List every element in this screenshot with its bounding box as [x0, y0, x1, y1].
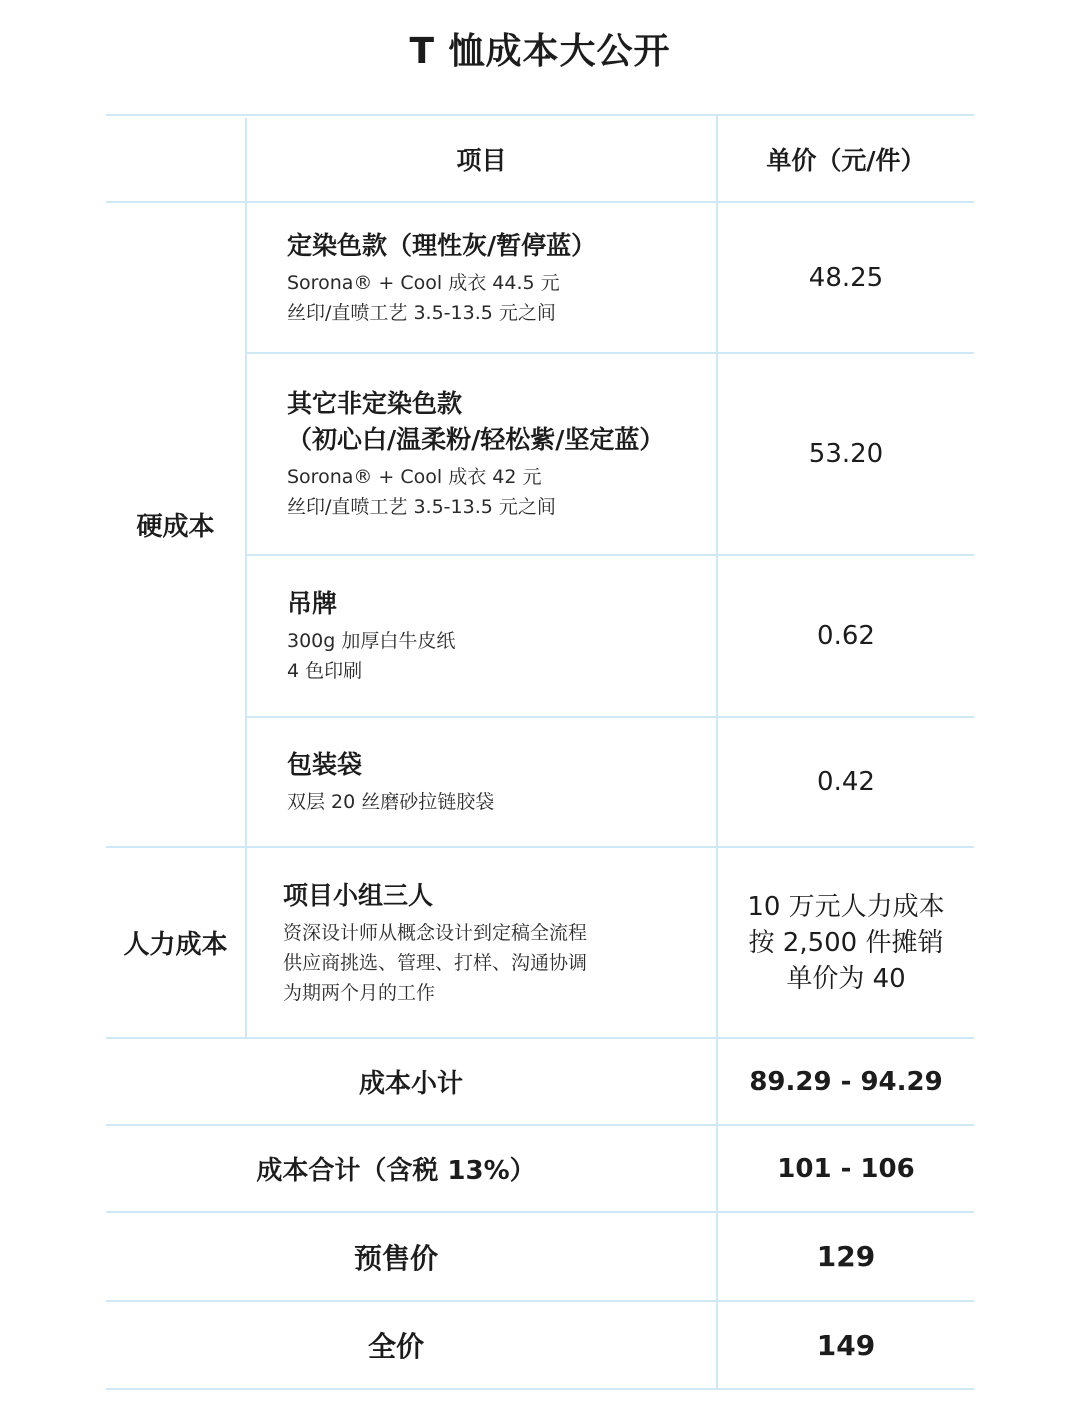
item-cell: [247, 354, 716, 554]
item-name: 项目小组三人: [283, 880, 434, 910]
price-line: 按 2,500 件摊销: [748, 927, 944, 958]
summary-value-subtotal: 89.29 - 94.29: [749, 1066, 943, 1097]
price-cell: 0.42: [817, 767, 875, 797]
header-item: 项目: [456, 145, 507, 175]
item-cell: [247, 203, 716, 352]
item-details: [287, 268, 716, 328]
summary-value-presale: 129: [816, 1240, 876, 1273]
item-name: 其它非定染色款: [287, 389, 463, 418]
price-cell: [718, 848, 974, 1037]
item-details: [287, 462, 716, 522]
price-cell: 48.25: [808, 262, 884, 293]
detail-line: Sorona® + Cool 成衣 42 元: [287, 466, 542, 488]
detail-line: 丝印/直喷工艺 3.5-13.5 元之间: [287, 496, 556, 518]
summary-value-full-price: 149: [816, 1328, 876, 1362]
header-price: 单价（元/件）: [766, 145, 926, 175]
summary-label-presale: 预售价: [353, 1241, 438, 1275]
price-cell: 53.20: [808, 439, 884, 469]
detail-line: 供应商挑选、管理、打样、沟通协调: [283, 951, 588, 974]
header-group: [106, 116, 245, 201]
detail-line: 为期两个月的工作: [283, 981, 436, 1004]
item-name-line2: （初心白/温柔粉/轻松紫/坚定蓝）: [287, 425, 665, 454]
rule-bottom: [106, 1388, 974, 1390]
detail-line: 双层 20 丝磨砂拉链胶袋: [287, 791, 495, 813]
item-cell: [247, 718, 716, 846]
summary-label-subtotal: 成本小计: [358, 1069, 463, 1099]
price-cell: 0.62: [817, 621, 875, 651]
summary-label-total-tax: 成本合计（含税 13%）: [256, 1156, 536, 1186]
item-name: 定染色款（理性灰/暂停蓝）: [287, 230, 597, 260]
item-name: 吊牌: [287, 589, 338, 618]
page-title: T 恤成本大公开: [409, 31, 671, 72]
detail-line: 4 色印刷: [287, 660, 363, 682]
detail-line: 丝印/直喷工艺 3.5-13.5 元之间: [287, 301, 556, 324]
item-name: 包装袋: [287, 750, 363, 779]
item-cell: [247, 556, 716, 716]
price-line: 10 万元人力成本: [747, 891, 945, 922]
price-line: 单价为 40: [786, 963, 906, 994]
summary-value-total-tax: 101 - 106: [777, 1153, 915, 1184]
detail-line: 资深设计师从概念设计到定稿全流程: [283, 921, 588, 944]
detail-line: 300g 加厚白牛皮纸: [287, 630, 456, 652]
group-label-labor: 人力成本: [123, 930, 228, 960]
item-details: [283, 918, 716, 1008]
item-details: [287, 626, 716, 686]
summary-label-full-price: 全价: [367, 1330, 424, 1363]
item-cell: [247, 848, 716, 1037]
item-details: [287, 787, 716, 817]
group-label-hard: 硬成本: [136, 512, 215, 542]
detail-line: Sorona® + Cool 成衣 44.5 元: [287, 271, 560, 294]
